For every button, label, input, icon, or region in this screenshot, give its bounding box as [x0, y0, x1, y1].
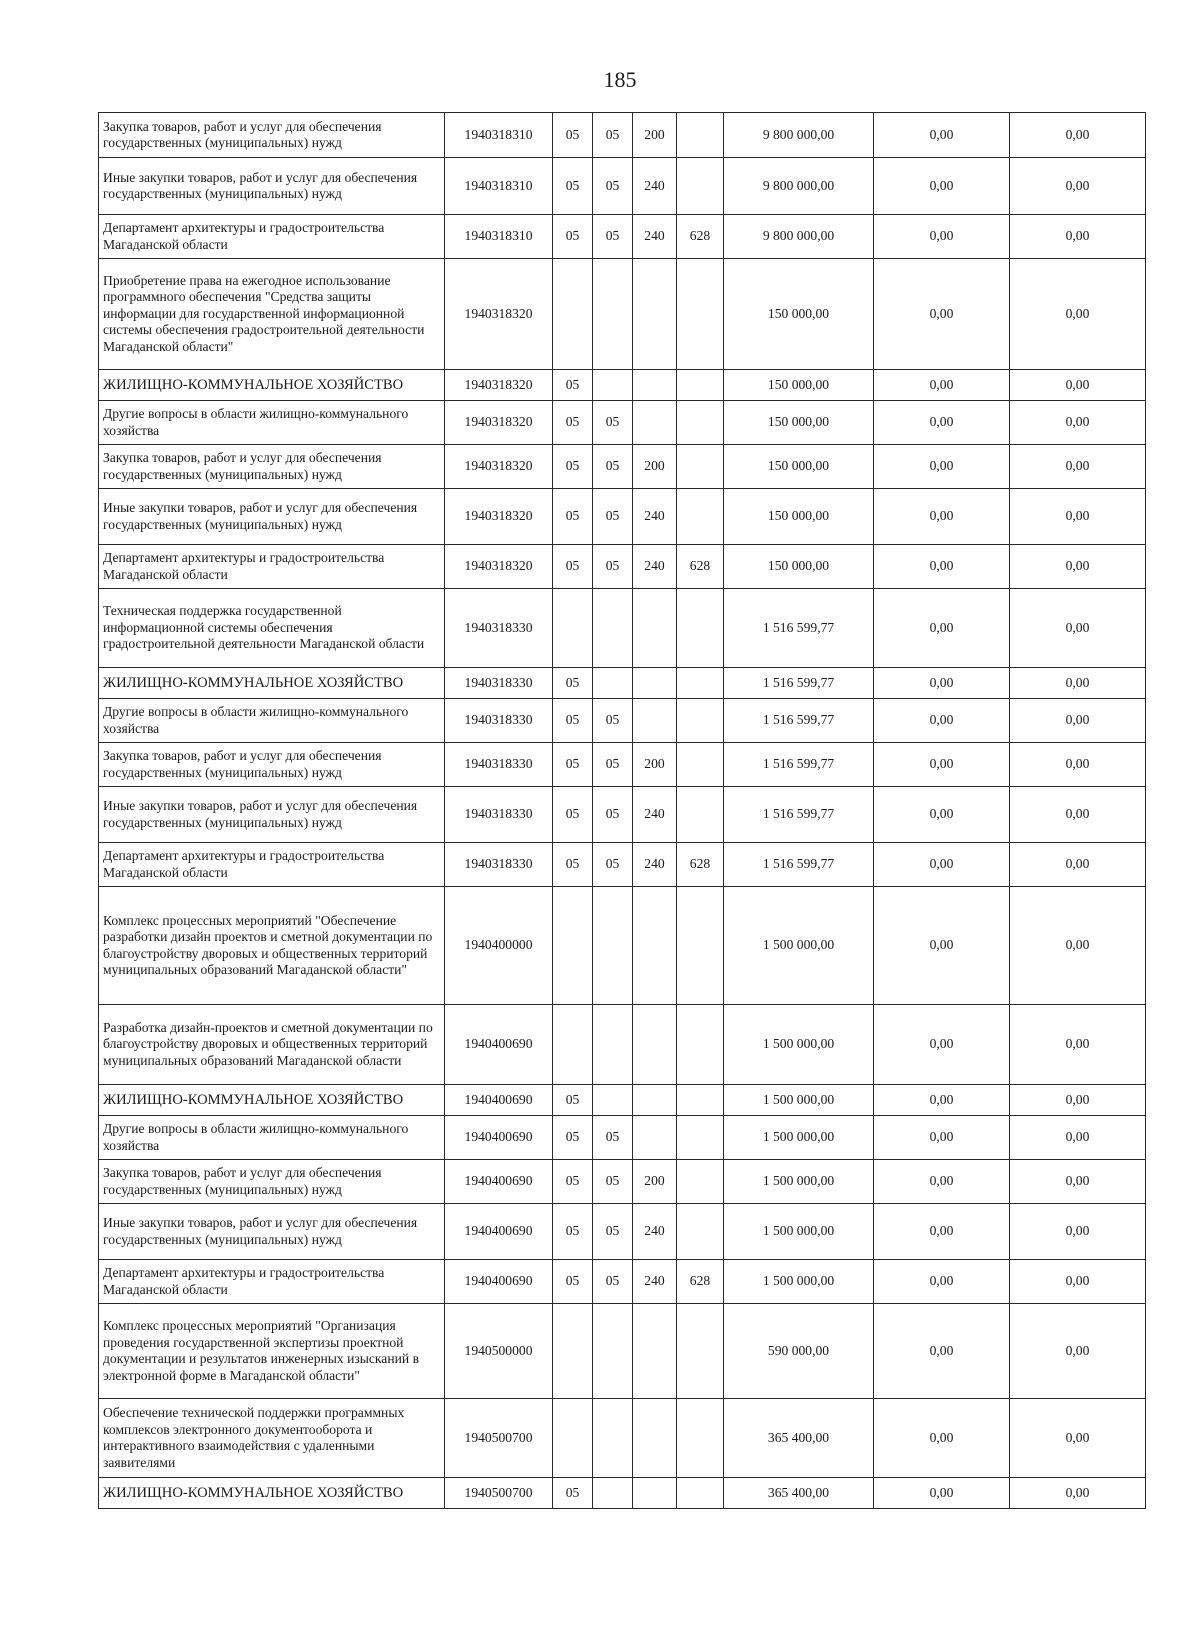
row-code: 1940400690 — [445, 1116, 553, 1160]
table-row — [99, 158, 1146, 215]
row-admin-code: 628 — [677, 843, 724, 887]
table-row — [99, 401, 1146, 445]
row-code: 1940318310 — [445, 215, 553, 259]
row-amount-2: 0,00 — [874, 1005, 1010, 1085]
row-section: 05 — [553, 158, 593, 215]
row-subsection: 05 — [593, 1116, 633, 1160]
row-expense-type: 240 — [633, 545, 677, 589]
row-section: 05 — [553, 113, 593, 158]
row-subsection — [593, 259, 633, 370]
row-subsection — [593, 1478, 633, 1509]
row-amount-2: 0,00 — [874, 887, 1010, 1005]
row-amount-1: 1 500 000,00 — [724, 887, 874, 1005]
row-admin-code — [677, 1005, 724, 1085]
row-code: 1940318320 — [445, 259, 553, 370]
row-code: 1940400690 — [445, 1160, 553, 1204]
table-row — [99, 259, 1146, 370]
row-amount-1: 1 500 000,00 — [724, 1005, 874, 1085]
row-section: 05 — [553, 1478, 593, 1509]
row-section: 05 — [553, 787, 593, 843]
row-name: Закупка товаров, работ и услуг для обеспечения государственных (муниципальных) нужд — [99, 743, 445, 787]
row-admin-code — [677, 1478, 724, 1509]
row-section — [553, 1304, 593, 1399]
row-amount-3: 0,00 — [1010, 1260, 1146, 1304]
row-amount-2: 0,00 — [874, 589, 1010, 668]
row-section: 05 — [553, 699, 593, 743]
row-amount-2: 0,00 — [874, 215, 1010, 259]
row-amount-2: 0,00 — [874, 1399, 1010, 1478]
row-admin-code — [677, 887, 724, 1005]
row-subsection — [593, 1304, 633, 1399]
row-expense-type: 240 — [633, 158, 677, 215]
row-section: 05 — [553, 743, 593, 787]
row-name: Приобретение права на ежегодное использование программного обеспечения "Средства защиты информации для государственной информационной системы обеспечения градостроительной деятельности Магаданской области" — [99, 259, 445, 370]
row-expense-type: 240 — [633, 1260, 677, 1304]
row-name: Комплекс процессных мероприятий "Обеспечение разработки дизайн проектов и сметной документации по благоустройству дворовых и общественных территорий муниципальных образований Магаданской области" — [99, 887, 445, 1005]
row-code: 1940400690 — [445, 1204, 553, 1260]
row-expense-type — [633, 1116, 677, 1160]
row-amount-3: 0,00 — [1010, 1005, 1146, 1085]
row-amount-1: 9 800 000,00 — [724, 215, 874, 259]
row-admin-code — [677, 1399, 724, 1478]
row-amount-1: 1 516 599,77 — [724, 699, 874, 743]
row-name: ЖИЛИЩНО-КОММУНАЛЬНОЕ ХОЗЯЙСТВО — [99, 668, 445, 699]
row-code: 1940318320 — [445, 401, 553, 445]
table-row — [99, 843, 1146, 887]
row-name: Иные закупки товаров, работ и услуг для обеспечения государственных (муниципальных) нужд — [99, 787, 445, 843]
row-section: 05 — [553, 1116, 593, 1160]
row-expense-type: 240 — [633, 787, 677, 843]
row-subsection — [593, 1005, 633, 1085]
row-subsection: 05 — [593, 699, 633, 743]
row-name: Техническая поддержка государственной информационной системы обеспечения градостроительной деятельности Магаданской области — [99, 589, 445, 668]
row-amount-2: 0,00 — [874, 843, 1010, 887]
row-expense-type — [633, 1478, 677, 1509]
row-subsection: 05 — [593, 489, 633, 545]
page-number: 185 — [603, 67, 637, 92]
row-amount-2: 0,00 — [874, 1260, 1010, 1304]
row-amount-1: 150 000,00 — [724, 370, 874, 401]
row-amount-1: 1 516 599,77 — [724, 668, 874, 699]
table-row — [99, 1116, 1146, 1160]
table-row — [99, 1478, 1146, 1509]
row-amount-1: 1 516 599,77 — [724, 787, 874, 843]
row-name: Закупка товаров, работ и услуг для обеспечения государственных (муниципальных) нужд — [99, 445, 445, 489]
row-subsection — [593, 668, 633, 699]
row-section — [553, 1399, 593, 1478]
row-name: ЖИЛИЩНО-КОММУНАЛЬНОЕ ХОЗЯЙСТВО — [99, 370, 445, 401]
row-section — [553, 1005, 593, 1085]
row-amount-1: 590 000,00 — [724, 1304, 874, 1399]
row-amount-2: 0,00 — [874, 1085, 1010, 1116]
row-amount-2: 0,00 — [874, 1204, 1010, 1260]
row-section: 05 — [553, 489, 593, 545]
row-amount-1: 1 500 000,00 — [724, 1160, 874, 1204]
row-admin-code — [677, 1204, 724, 1260]
row-expense-type — [633, 887, 677, 1005]
table-row — [99, 1005, 1146, 1085]
row-amount-1: 1 500 000,00 — [724, 1260, 874, 1304]
row-expense-type — [633, 1085, 677, 1116]
row-amount-1: 1 516 599,77 — [724, 589, 874, 668]
row-admin-code — [677, 668, 724, 699]
row-code: 1940400000 — [445, 887, 553, 1005]
table-row — [99, 668, 1146, 699]
row-amount-2: 0,00 — [874, 401, 1010, 445]
row-amount-1: 1 516 599,77 — [724, 843, 874, 887]
row-amount-2: 0,00 — [874, 370, 1010, 401]
row-code: 1940500000 — [445, 1304, 553, 1399]
row-amount-2: 0,00 — [874, 545, 1010, 589]
row-code: 1940400690 — [445, 1085, 553, 1116]
row-amount-2: 0,00 — [874, 1116, 1010, 1160]
row-admin-code — [677, 1160, 724, 1204]
row-amount-1: 150 000,00 — [724, 445, 874, 489]
row-amount-3: 0,00 — [1010, 1160, 1146, 1204]
row-section: 05 — [553, 1160, 593, 1204]
row-section: 05 — [553, 1204, 593, 1260]
row-admin-code — [677, 743, 724, 787]
row-name: Обеспечение технической поддержки программных комплексов электронного документооборота и интерактивного взаимодействия с удаленными заявителями — [99, 1399, 445, 1478]
row-admin-code — [677, 1116, 724, 1160]
table-row — [99, 1085, 1146, 1116]
table-row — [99, 887, 1146, 1005]
row-amount-3: 0,00 — [1010, 445, 1146, 489]
row-amount-3: 0,00 — [1010, 545, 1146, 589]
row-section: 05 — [553, 401, 593, 445]
table-row — [99, 1204, 1146, 1260]
row-expense-type: 240 — [633, 489, 677, 545]
row-amount-3: 0,00 — [1010, 589, 1146, 668]
row-amount-3: 0,00 — [1010, 215, 1146, 259]
row-expense-type — [633, 1304, 677, 1399]
row-amount-3: 0,00 — [1010, 1304, 1146, 1399]
row-name: Комплекс процессных мероприятий "Организация проведения государственной экспертизы проектной документации и результатов инженерных изысканий в электронной форме в Магаданской области" — [99, 1304, 445, 1399]
row-expense-type — [633, 1005, 677, 1085]
row-amount-3: 0,00 — [1010, 113, 1146, 158]
row-name: ЖИЛИЩНО-КОММУНАЛЬНОЕ ХОЗЯЙСТВО — [99, 1478, 445, 1509]
row-expense-type: 240 — [633, 1204, 677, 1260]
row-expense-type — [633, 1399, 677, 1478]
row-subsection: 05 — [593, 401, 633, 445]
row-code: 1940318320 — [445, 370, 553, 401]
row-subsection: 05 — [593, 158, 633, 215]
row-section: 05 — [553, 215, 593, 259]
row-name: Закупка товаров, работ и услуг для обеспечения государственных (муниципальных) нужд — [99, 1160, 445, 1204]
row-expense-type — [633, 370, 677, 401]
row-amount-2: 0,00 — [874, 1478, 1010, 1509]
table-row — [99, 1304, 1146, 1399]
row-admin-code — [677, 787, 724, 843]
row-section: 05 — [553, 545, 593, 589]
row-amount-2: 0,00 — [874, 1304, 1010, 1399]
row-subsection: 05 — [593, 843, 633, 887]
row-expense-type: 240 — [633, 843, 677, 887]
row-amount-1: 365 400,00 — [724, 1399, 874, 1478]
row-expense-type — [633, 259, 677, 370]
row-amount-3: 0,00 — [1010, 489, 1146, 545]
row-name: ЖИЛИЩНО-КОММУНАЛЬНОЕ ХОЗЯЙСТВО — [99, 1085, 445, 1116]
row-admin-code: 628 — [677, 545, 724, 589]
row-code: 1940318320 — [445, 489, 553, 545]
row-expense-type: 200 — [633, 1160, 677, 1204]
row-admin-code — [677, 1304, 724, 1399]
row-amount-3: 0,00 — [1010, 787, 1146, 843]
row-amount-1: 1 516 599,77 — [724, 743, 874, 787]
row-amount-2: 0,00 — [874, 158, 1010, 215]
row-name: Департамент архитектуры и градостроительства Магаданской области — [99, 843, 445, 887]
row-admin-code — [677, 1085, 724, 1116]
row-amount-1: 1 500 000,00 — [724, 1204, 874, 1260]
row-amount-3: 0,00 — [1010, 259, 1146, 370]
row-subsection: 05 — [593, 113, 633, 158]
row-code: 1940318330 — [445, 743, 553, 787]
row-code: 1940318310 — [445, 113, 553, 158]
row-amount-2: 0,00 — [874, 699, 1010, 743]
row-section: 05 — [553, 1085, 593, 1116]
row-admin-code — [677, 370, 724, 401]
row-amount-2: 0,00 — [874, 1160, 1010, 1204]
row-amount-3: 0,00 — [1010, 699, 1146, 743]
row-admin-code — [677, 401, 724, 445]
table-row — [99, 1399, 1146, 1478]
row-amount-3: 0,00 — [1010, 370, 1146, 401]
row-admin-code — [677, 699, 724, 743]
row-amount-3: 0,00 — [1010, 743, 1146, 787]
row-name: Закупка товаров, работ и услуг для обеспечения государственных (муниципальных) нужд — [99, 113, 445, 158]
row-amount-2: 0,00 — [874, 668, 1010, 699]
row-name: Департамент архитектуры и градостроительства Магаданской области — [99, 1260, 445, 1304]
row-code: 1940318330 — [445, 843, 553, 887]
row-amount-1: 150 000,00 — [724, 401, 874, 445]
row-amount-2: 0,00 — [874, 445, 1010, 489]
row-amount-1: 365 400,00 — [724, 1478, 874, 1509]
row-amount-1: 9 800 000,00 — [724, 113, 874, 158]
row-code: 1940400690 — [445, 1260, 553, 1304]
row-amount-3: 0,00 — [1010, 158, 1146, 215]
row-name: Иные закупки товаров, работ и услуг для обеспечения государственных (муниципальных) нужд — [99, 158, 445, 215]
row-code: 1940318330 — [445, 589, 553, 668]
row-expense-type — [633, 699, 677, 743]
row-subsection — [593, 1399, 633, 1478]
row-section — [553, 589, 593, 668]
row-subsection: 05 — [593, 215, 633, 259]
row-amount-2: 0,00 — [874, 259, 1010, 370]
row-section: 05 — [553, 1260, 593, 1304]
row-amount-1: 150 000,00 — [724, 259, 874, 370]
row-admin-code — [677, 259, 724, 370]
row-subsection — [593, 887, 633, 1005]
row-amount-1: 9 800 000,00 — [724, 158, 874, 215]
row-code: 1940318330 — [445, 787, 553, 843]
table-row — [99, 370, 1146, 401]
row-section: 05 — [553, 370, 593, 401]
row-name: Другие вопросы в области жилищно-коммунального хозяйства — [99, 1116, 445, 1160]
row-section — [553, 887, 593, 1005]
row-section: 05 — [553, 843, 593, 887]
row-subsection: 05 — [593, 445, 633, 489]
row-section: 05 — [553, 445, 593, 489]
row-expense-type — [633, 401, 677, 445]
row-amount-1: 150 000,00 — [724, 545, 874, 589]
row-amount-3: 0,00 — [1010, 401, 1146, 445]
row-name: Разработка дизайн-проектов и сметной документации по благоустройству дворовых и общественных территорий муниципальных образований Магаданской области — [99, 1005, 445, 1085]
row-section: 05 — [553, 668, 593, 699]
row-code: 1940500700 — [445, 1399, 553, 1478]
row-amount-1: 1 500 000,00 — [724, 1116, 874, 1160]
row-code: 1940318320 — [445, 445, 553, 489]
row-admin-code — [677, 113, 724, 158]
table-row — [99, 1260, 1146, 1304]
row-code: 1940318330 — [445, 668, 553, 699]
table-row — [99, 589, 1146, 668]
row-amount-3: 0,00 — [1010, 1116, 1146, 1160]
row-amount-2: 0,00 — [874, 787, 1010, 843]
row-name: Департамент архитектуры и градостроительства Магаданской области — [99, 545, 445, 589]
row-subsection — [593, 370, 633, 401]
row-admin-code — [677, 445, 724, 489]
row-admin-code — [677, 489, 724, 545]
row-code: 1940400690 — [445, 1005, 553, 1085]
row-subsection: 05 — [593, 545, 633, 589]
table-row — [99, 545, 1146, 589]
row-expense-type — [633, 668, 677, 699]
row-admin-code — [677, 158, 724, 215]
row-amount-3: 0,00 — [1010, 887, 1146, 1005]
row-code: 1940318320 — [445, 545, 553, 589]
row-amount-2: 0,00 — [874, 113, 1010, 158]
row-subsection: 05 — [593, 743, 633, 787]
row-amount-3: 0,00 — [1010, 1399, 1146, 1478]
row-name: Департамент архитектуры и градостроительства Магаданской области — [99, 215, 445, 259]
row-name: Иные закупки товаров, работ и услуг для обеспечения государственных (муниципальных) нужд — [99, 489, 445, 545]
row-amount-3: 0,00 — [1010, 1085, 1146, 1116]
row-subsection: 05 — [593, 1160, 633, 1204]
row-section — [553, 259, 593, 370]
row-subsection — [593, 1085, 633, 1116]
row-name: Иные закупки товаров, работ и услуг для обеспечения государственных (муниципальных) нужд — [99, 1204, 445, 1260]
row-amount-3: 0,00 — [1010, 843, 1146, 887]
row-subsection — [593, 589, 633, 668]
table-row — [99, 489, 1146, 545]
row-name: Другие вопросы в области жилищно-коммунального хозяйства — [99, 699, 445, 743]
row-amount-1: 150 000,00 — [724, 489, 874, 545]
row-expense-type: 240 — [633, 215, 677, 259]
row-expense-type: 200 — [633, 743, 677, 787]
row-expense-type: 200 — [633, 113, 677, 158]
row-expense-type: 200 — [633, 445, 677, 489]
row-subsection: 05 — [593, 1204, 633, 1260]
budget-table — [98, 112, 1146, 1509]
table-row — [99, 1160, 1146, 1204]
table-row — [99, 699, 1146, 743]
row-amount-3: 0,00 — [1010, 1204, 1146, 1260]
row-subsection: 05 — [593, 787, 633, 843]
table-row — [99, 743, 1146, 787]
row-amount-1: 1 500 000,00 — [724, 1085, 874, 1116]
row-code: 1940500700 — [445, 1478, 553, 1509]
table-row — [99, 787, 1146, 843]
row-name: Другие вопросы в области жилищно-коммунального хозяйства — [99, 401, 445, 445]
row-expense-type — [633, 589, 677, 668]
row-subsection: 05 — [593, 1260, 633, 1304]
table-row — [99, 445, 1146, 489]
row-code: 1940318330 — [445, 699, 553, 743]
table-row — [99, 215, 1146, 259]
row-amount-3: 0,00 — [1010, 668, 1146, 699]
row-admin-code: 628 — [677, 215, 724, 259]
row-admin-code — [677, 589, 724, 668]
row-amount-2: 0,00 — [874, 489, 1010, 545]
row-code: 1940318310 — [445, 158, 553, 215]
row-amount-3: 0,00 — [1010, 1478, 1146, 1509]
row-admin-code: 628 — [677, 1260, 724, 1304]
row-amount-2: 0,00 — [874, 743, 1010, 787]
table-row — [99, 113, 1146, 158]
